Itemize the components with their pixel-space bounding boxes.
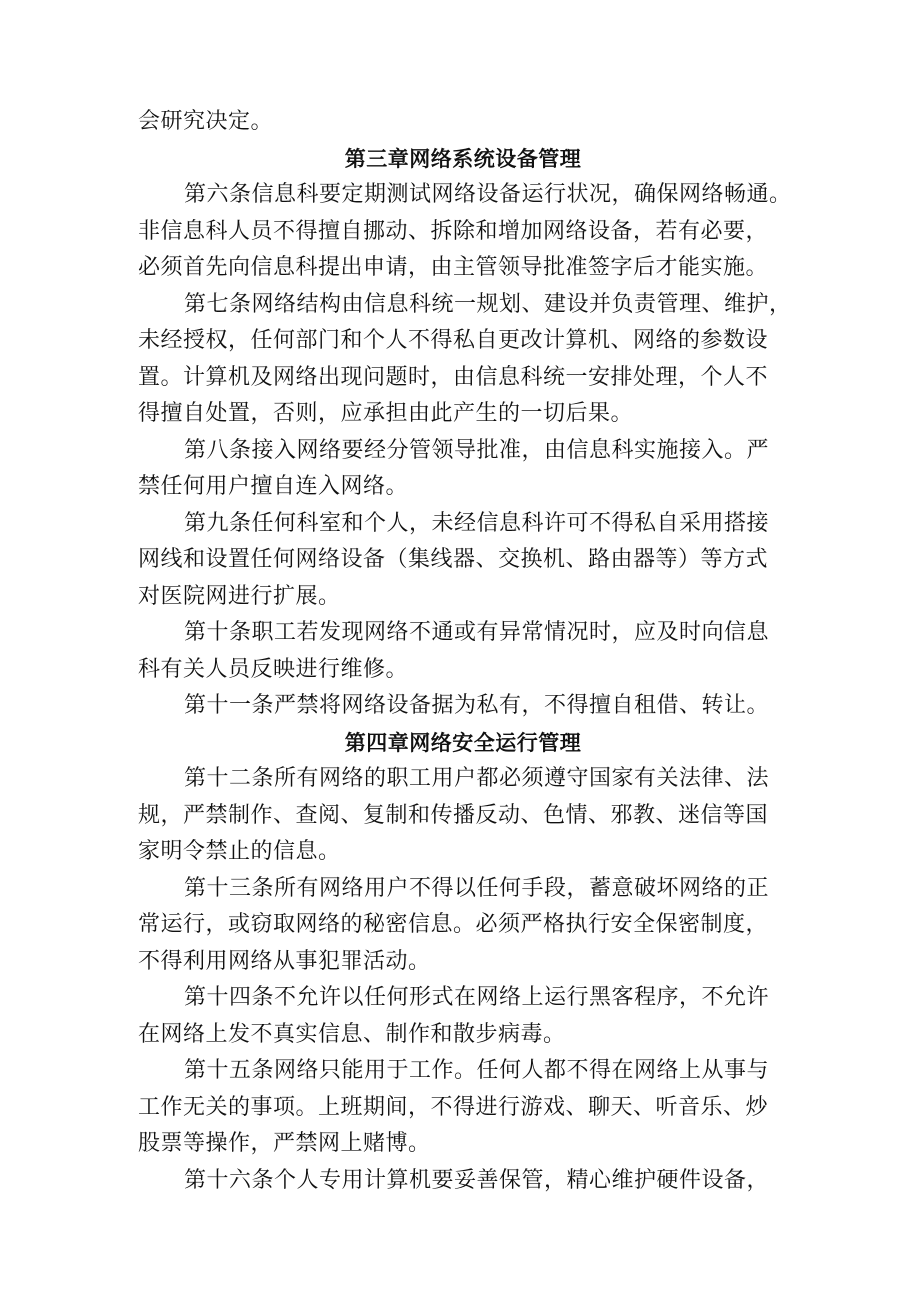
chapter-heading: 第三章网络系统设备管理 [344,146,582,171]
text-line: 网线和设置任何网络设备（集线器、交换机、路由器等）等方式 [138,547,769,572]
text-line: 常运行，或窃取网络的秘密信息。必须严格执行安全保密制度， [138,912,769,937]
document-page [138,104,792,1199]
text-line: 对医院网进行扩展。 [138,583,341,609]
text-line: 非信息科人员不得擅自挪动、拆除和增加网络设备，若有必要， [138,218,769,244]
article-line: 第十条职工若发现网络不通或有异常情况时，应及时向信息 [184,620,770,645]
article-line: 第十二条所有网络的职工用户都必须遵守国家有关法律、法 [184,766,770,791]
text-line: 家明令禁止的信息。 [138,839,341,864]
article-line: 第十三条所有网络用户不得以任何手段，蓄意破坏网络的正 [184,875,770,901]
text-line: 会研究决定。 [138,109,274,134]
text-line: 置。计算机及网络出现问题时，由信息科统一安排处理，个人不 [138,364,769,390]
article-line: 第九条任何科室和个人，未经信息科许可不得私自采用搭接 [184,510,770,536]
article-line: 第十六条个人专用计算机要妥善保管，精心维护硬件设备， [184,1167,770,1193]
article-line: 第七条网络结构由信息科统一规划、建设并负责管理、维护， [184,291,792,317]
text-line: 得擅自处置，否则，应承担由此产生的一切后果。 [138,401,634,426]
article-line: 第十四条不允许以任何形式在网络上运行黑客程序，不允许 [184,985,770,1010]
article-line: 第十五条网络只能用于工作。任何人都不得在网络上从事与 [184,1058,770,1083]
text-line: 禁任何用户擅自连入网络。 [138,474,409,499]
text-line: 在网络上发不真实信息、制作和散步病毒。 [138,1021,566,1047]
text-line: 股票等操作，严禁网上赌博。 [138,1131,431,1156]
text-line: 不得利用网络从事犯罪活动。 [138,948,431,974]
text-line: 未经授权，任何部门和个人不得私自更改计算机、网络的参数设 [138,328,769,353]
article-line: 第十一条严禁将网络设备据为私有，不得擅自租借、转让。 [184,693,770,718]
article-line: 第六条信息科要定期测试网络设备运行状况，确保网络畅通。 [184,182,792,207]
text-line: 工作无关的事项。上班期间，不得进行游戏、聊天、听音乐、炒 [138,1094,769,1120]
text-line: 科有关人员反映进行维修。 [138,656,409,682]
text-line: 必须首先向信息科提出申请，由主管领导批准签字后才能实施。 [138,255,769,280]
chapter-heading: 第四章网络安全运行管理 [344,730,582,755]
text-line: 规，严禁制作、查阅、复制和传播反动、色情、邪教、迷信等国 [138,802,769,828]
article-line: 第八条接入网络要经分管领导批准，由信息科实施接入。严 [184,437,770,463]
